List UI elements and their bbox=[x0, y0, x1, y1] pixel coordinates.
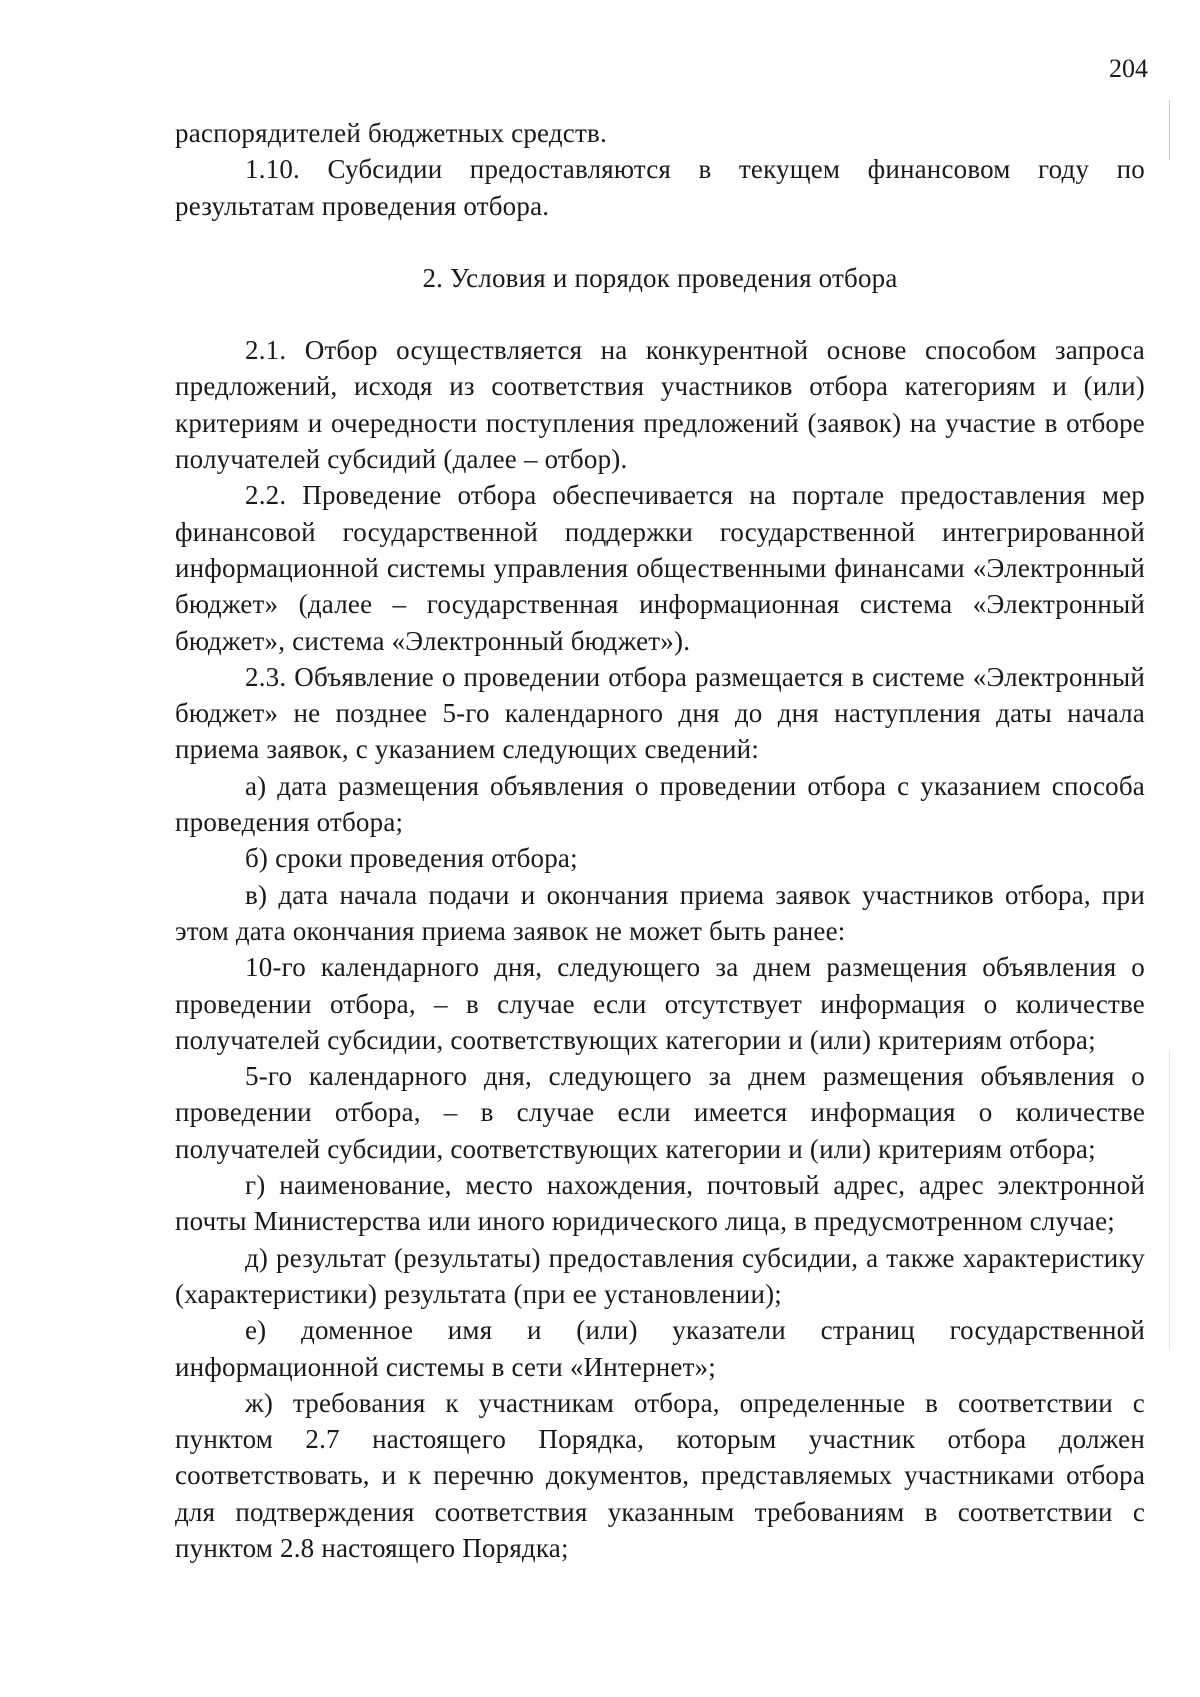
list-item-d: д) результат (результаты) предоставления субсидии, а также характеристику (характеристики) результата (при ее установлении); bbox=[175, 1242, 1145, 1309]
list-item-zh: ж) требования к участникам отбора, определенные в соответствии с пунктом 2.7 настоящего Порядка, которым участник отбора должен соответствовать, и к перечню документов, представляемых участниками отбора для подтверждения соответствия указанным требованиям в соответствии с пунктом 2.8 настоящего Порядка; bbox=[175, 1387, 1145, 1563]
list-item-a: а) дата размещения объявления о проведении отбора с указанием способа проведения отбора; bbox=[175, 770, 1145, 838]
paragraph-2-2: 2.2. Проведение отбора обеспечивается на портале предоставления мер финансовой государственной поддержки государственной интегрированной информационной системы управления общественными финансами «Электронный бюджет» (далее – государственная информационная система «Электронный бюджет», система «Электронный бюджет»). bbox=[175, 480, 1145, 656]
list-subitem-5-day: 5-го календарного дня, следующего за днем размещения объявления о проведении отбора, – в случае если имеется информация о количестве получателей субсидии, соответствующих категории и (или) критериям отбора; bbox=[175, 1061, 1145, 1164]
scan-artifact bbox=[1169, 1050, 1170, 1350]
list-item-b: б) сроки проведения отбора; bbox=[245, 843, 578, 874]
scan-artifact bbox=[1169, 100, 1170, 160]
list-item-g: г) наименование, место нахождения, почтовый адрес, адрес электронной почты Министерства или иного юридического лица, в предусмотренном случае; bbox=[175, 1170, 1145, 1237]
paragraph-continuation: распорядителей бюджетных средств. bbox=[175, 118, 607, 148]
list-subitem-10-day: 10-го календарного дня, следующего за днем размещения объявления о проведении отбора, – в случае если отсутствует информация о количестве получателей субсидии, соответствующих категории и (или) критериям отбора; bbox=[175, 952, 1145, 1055]
paragraph-2-3: 2.3. Объявление о проведении отбора размещается в системе «Электронный бюджет» не позднее 5-го календарного дня до дня наступления даты начала приема заявок, с указанием следующих сведений: bbox=[175, 661, 1145, 765]
section-heading: 2. Условия и порядок проведения отбора bbox=[422, 262, 898, 293]
document-body bbox=[175, 115, 1145, 1566]
paragraph-2-1: 2.1. Отбор осуществляется на конкурентной основе способом запроса предложений, исходя из соответствия участников отбора категориям и (или) критериям и очередности поступления предложений (заявок) на участие в отборе получателей субсидий (далее – отбор). bbox=[175, 335, 1145, 475]
list-item-e: е) доменное имя и (или) указатели страниц государственной информационной системы в сети «Интернет»; bbox=[175, 1315, 1145, 1382]
paragraph-1-10: 1.10. Субсидии предоставляются в текущем финансовом году по результатам проведения отбора. bbox=[175, 154, 1145, 221]
page-number: 204 bbox=[1109, 54, 1148, 83]
list-item-v: в) дата начала подачи и окончания приема заявок участников отбора, при этом дата окончания приема заявок не может быть ранее: bbox=[175, 879, 1145, 946]
